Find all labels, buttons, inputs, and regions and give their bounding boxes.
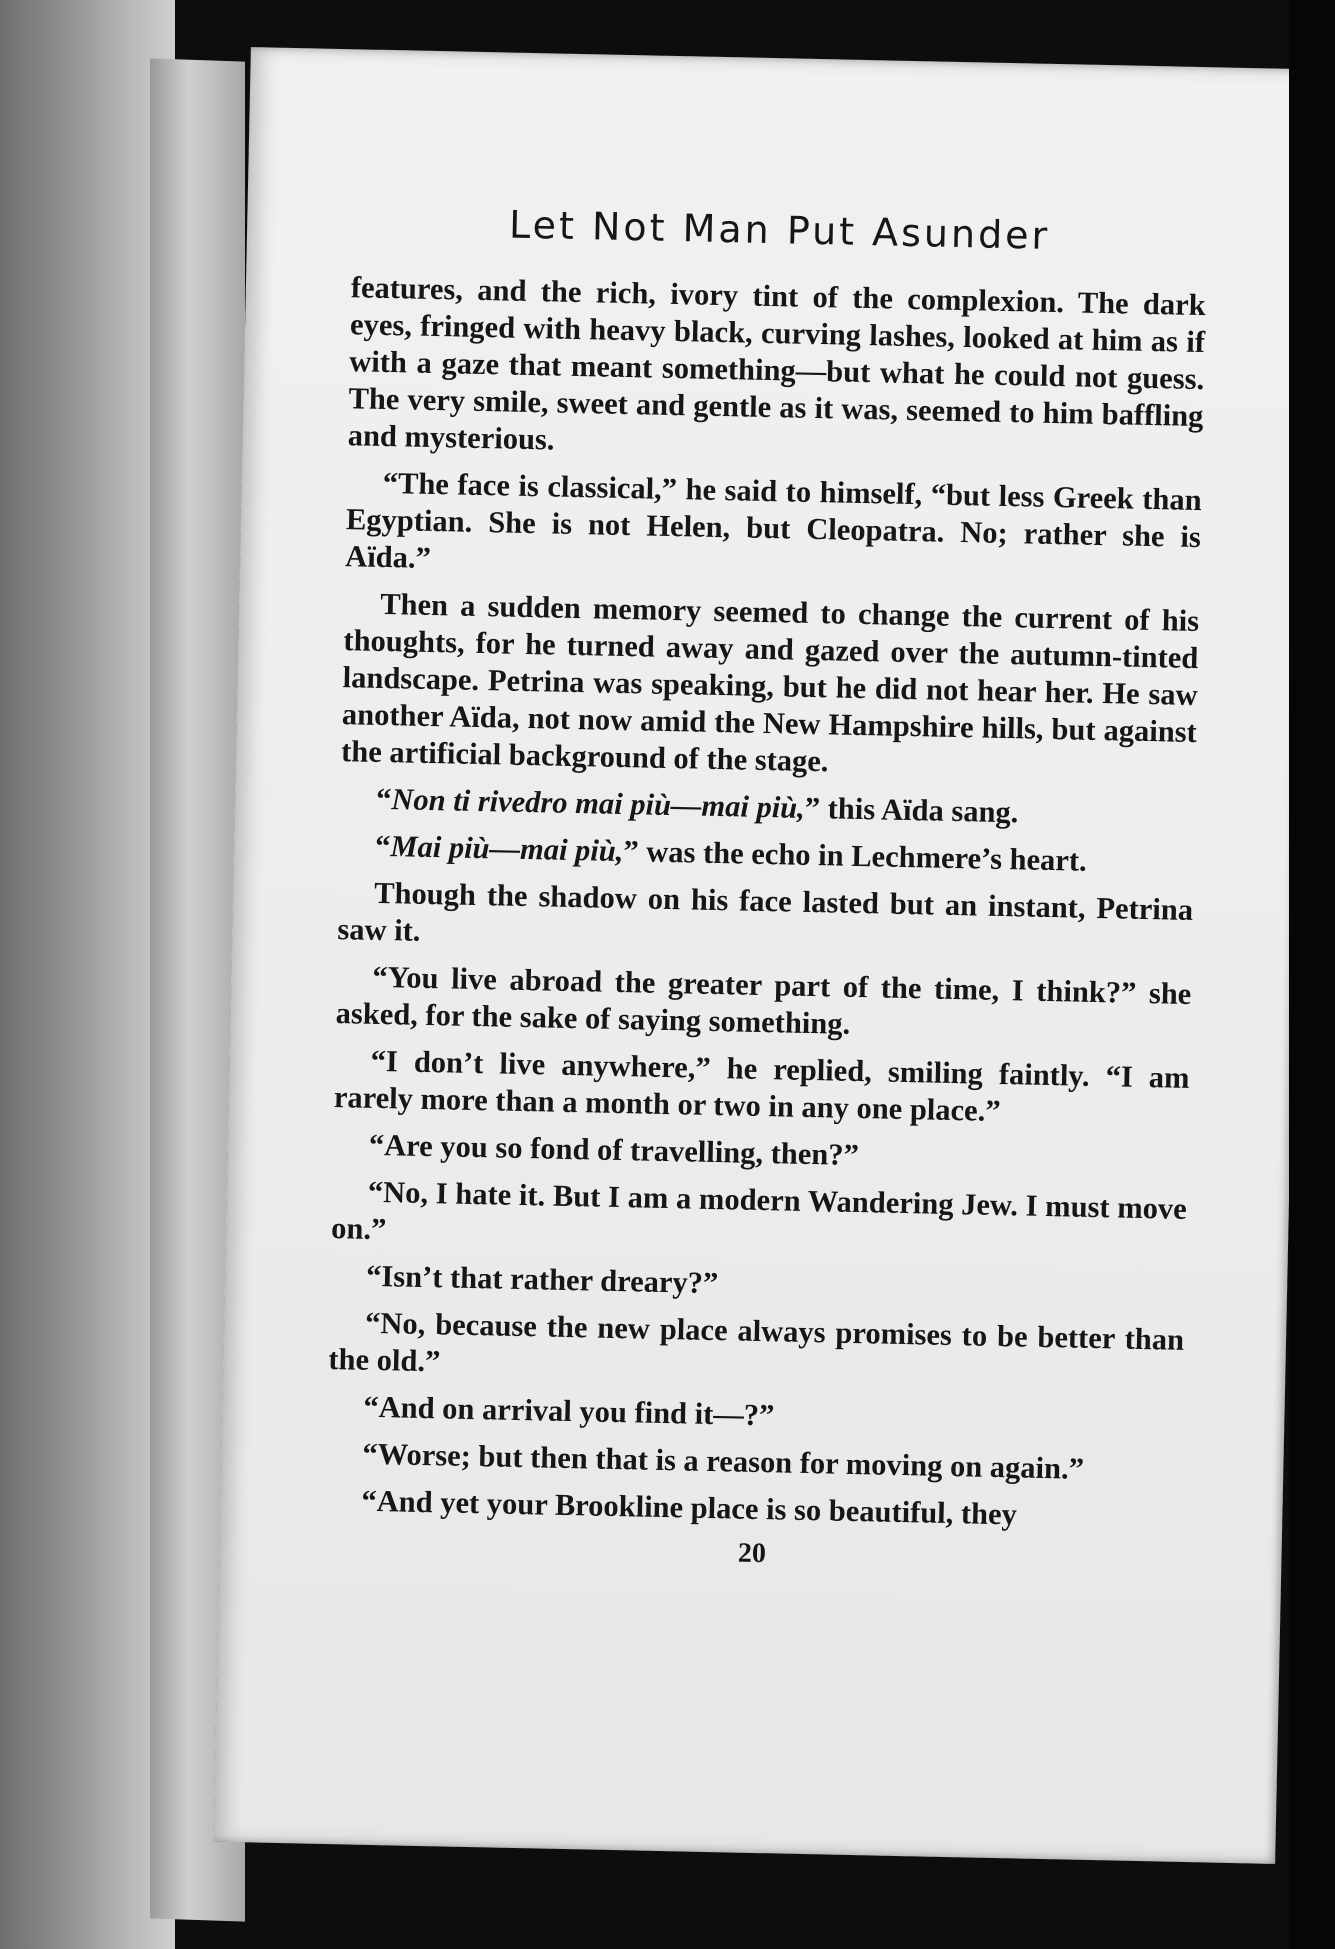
paragraph-text: Then a sudden memory seemed to change the current of his thoughts, for he turned away and gazed over the autumn-tinted landscape. Petrina was speaking, but he did not hear her. He saw another Aïda, not now amid the New Hampshire hills, but against the artificial background of the stage. <box>340 586 1200 779</box>
paragraph <box>341 585 1200 788</box>
paragraph-text: ” was the echo in Lechmere’s heart. <box>623 834 1088 878</box>
paragraph-text: features, and the rich, ivory tint of the complexion. The dark eyes, fringed with heavy black, curving lashes, looked at him as if with a gaze that meant something—but what he could not guess. The very smile, sweet and gentle as it was, seemed to him baffling and mysterious. <box>347 270 1207 457</box>
paragraph-text: “And on arrival you find it—?” <box>363 1389 775 1433</box>
paragraph <box>326 1435 1182 1490</box>
paragraph <box>335 958 1191 1050</box>
paragraph <box>340 780 1196 835</box>
italic-text: Non ti rivedro mai più—mai più, <box>391 782 806 825</box>
scan-right-edge <box>1289 0 1335 1949</box>
paragraph <box>330 1257 1186 1312</box>
paragraph-text: “I don’t live anywhere,” he replied, smiling faintly. “I am rarely more than a month or two in any one place.” <box>333 1043 1190 1129</box>
page-number: 20 <box>737 1537 767 1570</box>
paragraph <box>345 464 1202 593</box>
paragraph <box>333 1126 1189 1181</box>
paragraph <box>325 1482 1181 1537</box>
running-head: Let Not Man Put Asunder <box>508 202 1051 258</box>
paragraph-text: Though the shadow on his face lasted but an instant, Petrina saw it. <box>337 875 1194 948</box>
paragraph-text: “Are you so fond of travelling, then?” <box>368 1127 860 1173</box>
body-text <box>325 269 1206 1537</box>
book-page <box>213 47 1312 1864</box>
paragraph-text: “You live abroad the greater part of the time, I think?” she asked, for the sake of saying something. <box>335 959 1192 1041</box>
paragraph <box>328 1304 1184 1396</box>
paragraph-text: “Isn’t that rather dreary?” <box>365 1258 719 1301</box>
paragraph <box>339 827 1195 882</box>
paragraph <box>331 1173 1187 1265</box>
italic-text: Mai più—mai più, <box>390 829 624 869</box>
paragraph-text: “No, because the new place always promises to be better than the old.” <box>328 1305 1185 1379</box>
paragraph-text: “Worse; but then that is a reason for moving on again.” <box>362 1436 1085 1486</box>
paragraph-text: “No, I hate it. But I am a modern Wandering Jew. I must move on.” <box>330 1174 1188 1247</box>
page-content <box>324 199 1207 1579</box>
paragraph-text: “ <box>375 781 392 817</box>
paragraph-text: “The face is classical,” he said to himself, “but less Greek than Egyptian. She is not Helen, but Cleopatra. No; rather she is Aïda.” <box>344 465 1202 575</box>
scan-left-edge <box>0 0 175 1949</box>
paragraph <box>327 1388 1183 1443</box>
paragraph-text: “And yet your Brookline place is so beautiful, they <box>361 1483 1018 1532</box>
paragraph <box>334 1042 1190 1134</box>
paragraph-text: ” this Aïda sang. <box>804 790 1019 830</box>
paragraph <box>347 269 1206 472</box>
paragraph-text: “ <box>374 828 391 864</box>
paragraph <box>337 874 1193 966</box>
